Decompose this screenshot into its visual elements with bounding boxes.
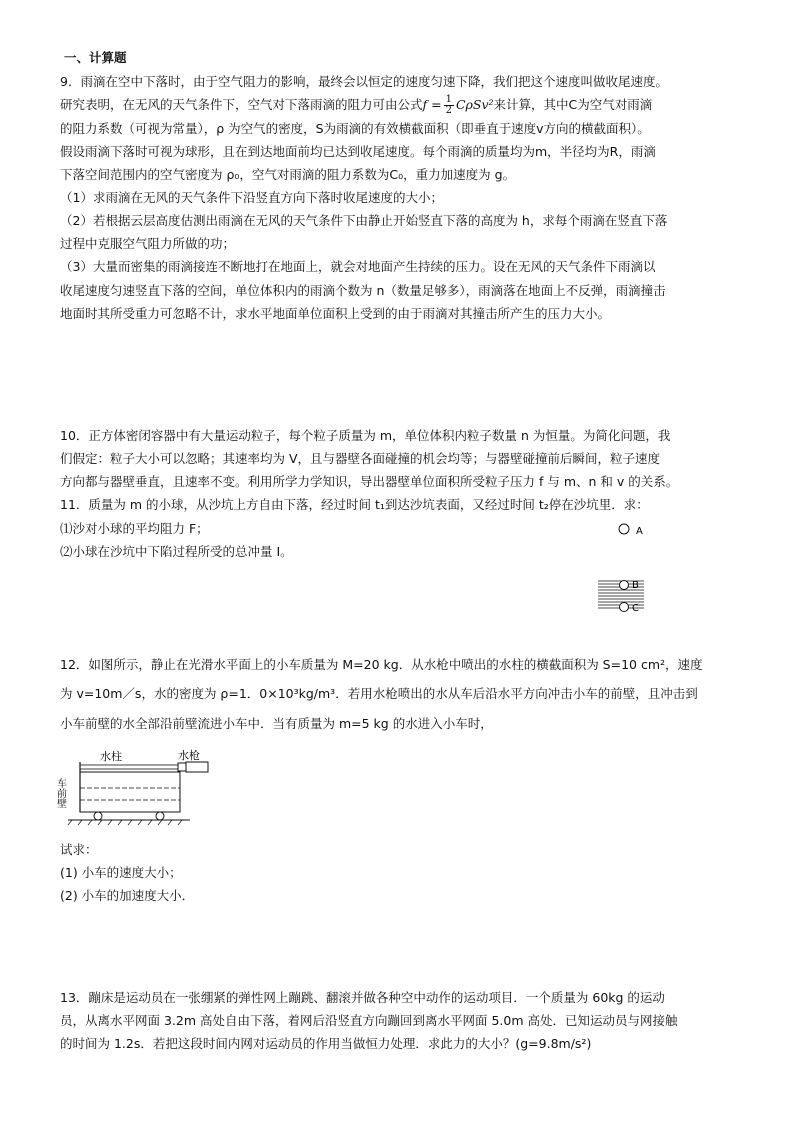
q9-line2-post: 来计算，其中C为空气对雨滴 [493, 97, 653, 113]
q12-sub1: (1) 小车的速度大小； [60, 865, 182, 881]
water-gun-label: 水枪 [178, 749, 200, 762]
water-gun-icon [178, 762, 208, 772]
q11-line1: 11．质量为 m 的小球，从沙坑上方自由下落，经过时间 t₁到达沙坑表面，又经过时间 t₂停在沙坑里．求： [60, 497, 649, 513]
q10-line3: 方向都与器壁垂直，且速率不变。利用所学力学知识，导出器壁单位面积所受粒子压力 f 与 m、n 和 v 的关系。 [60, 474, 679, 490]
q12-ask: 试求： [60, 842, 98, 857]
ground-hatch [68, 820, 182, 825]
section-title: 一、计算题 [64, 50, 127, 65]
ball-c-icon [620, 603, 629, 612]
q9-line5: 下落空间范围内的空气密度为 ρ₀，空气对雨滴的阻力系数为C₀，重力加速度为 g。 [60, 166, 516, 182]
label-c: C [632, 603, 639, 614]
formula-lhs: f = [422, 97, 442, 113]
q12-line3: 小车前壁的水全部沿前壁流进小车中．当有质量为 m=5 kg 的水进入小车时， [60, 715, 493, 731]
label-a: A [636, 526, 643, 537]
wheel-icon [156, 812, 164, 820]
sand-pit-figure [590, 515, 670, 620]
formula-rhs: CρSv² [455, 97, 494, 113]
q12-line1: 12．如图所示，静止在光滑水平面上的小车质量为 M=20 kg．从水枪中喷出的水柱的横截面积为 S=10 cm²，速度 [60, 657, 703, 672]
question-12 [60, 650, 740, 738]
cart-figure [54, 748, 248, 828]
q11-sub2: ⑵小球在沙坑中下陷过程所受的总冲量 I。 [60, 543, 293, 559]
q13-line3: 的时间为 1.2s．若把这段时间内网对运动员的作用当做恒力处理．求此力的大小？(g=9.8m/s²) [60, 1036, 592, 1052]
cart-body [80, 772, 180, 812]
q9-line2 [60, 93, 740, 117]
q9-sub3c: 地面时其所受重力可忽略不计，求水平地面单位面积上受到的由于雨滴对其撞击所产生的压力大小。 [60, 305, 611, 321]
formula-fraction [444, 95, 454, 117]
front-wall-label [55, 778, 67, 808]
q9-sub3a: （3）大量而密集的雨滴接连不断地打在地面上，就会对地面产生持续的压力。设在无风的天气条件下雨滴以 [60, 259, 656, 275]
question-12-tasks [60, 838, 740, 907]
fraction-denominator: 2 [445, 105, 452, 117]
wheel-icon [94, 812, 102, 820]
q13-line1: 13．蹦床是运动员在一张绷紧的弹性网上蹦跳、翻滚并做各种空中动作的运动项目．一个质量为 60kg 的运动 [60, 990, 665, 1005]
q9-line4: 假设雨滴下落时可视为球形，且在到达地面前均已达到收尾速度。每个雨滴的质量均为m，半径均为R，雨滴 [60, 143, 656, 159]
water-column [80, 765, 178, 769]
q9-sub2a: （2）若根据云层高度估测出雨滴在无风的天气条件下由静止开始竖直下落的高度为 h，求每个雨滴在竖直下落 [60, 213, 668, 229]
q13-line2: 员，从离水平网面 3.2m 高处自由下落，着网后沿竖直方向蹦回到离水平网面 5.0m 高处．已知运动员与网接触 [60, 1013, 678, 1029]
q10-line1: 10．正方体密闭容器中有大量运动粒子，每个粒子质量为 m，单位体积内粒子数量 n 为恒量。为简化问题，我 [60, 428, 671, 443]
q9-sub2b: 过程中克服空气阻力所做的功； [60, 236, 236, 252]
ball-b-icon [620, 581, 629, 590]
q9-line2-pre: 研究表明，在无风的天气条件下，空气对下落雨滴的阻力可由公式 [60, 97, 423, 113]
label-b: B [632, 580, 639, 591]
ball-a-icon [619, 524, 629, 534]
q10-line2: 们假定：粒子大小可以忽略；其速率均为 V，且与器壁各面碰撞的机会均等；与器壁碰撞前后瞬间，粒子速度 [60, 451, 661, 467]
q9-line3: 的阻力系数（可视为常量），ρ 为空气的密度，S为雨滴的有效横截面积（即垂直于速度v方向的横截面积）。 [60, 120, 650, 136]
q9-sub3b: 收尾速度匀速竖直下落的空间，单位体积内的雨滴个数为 n（数量足够多），雨滴落在地面上不反弹，雨滴撞击 [60, 282, 666, 298]
q9-sub1: （1）求雨滴在无风的天气条件下沿竖直方向下落时收尾速度的大小； [60, 190, 443, 205]
fraction-numerator: 1 [445, 93, 452, 105]
question-13 [60, 986, 740, 1055]
question-9 [60, 70, 740, 325]
q12-line2: 为 v=10m／s，水的密度为 ρ=1．0×10³kg/m³．若用水枪喷出的水从车后沿水平方向冲击小车的前壁，且冲击到 [60, 686, 698, 702]
q11-sub1: ⑴沙对小球的平均阻力 F； [60, 520, 209, 536]
front-wall-text: 车前壁 [54, 778, 66, 808]
water-column-label: 水柱 [100, 750, 122, 763]
q12-sub2: (2) 小车的加速度大小． [60, 888, 195, 904]
q9-line1: 9．雨滴在空中下落时，由于空气阻力的影响，最终会以恒定的速度匀速下降，我们把这个速度叫做收尾速度。 [60, 74, 668, 89]
